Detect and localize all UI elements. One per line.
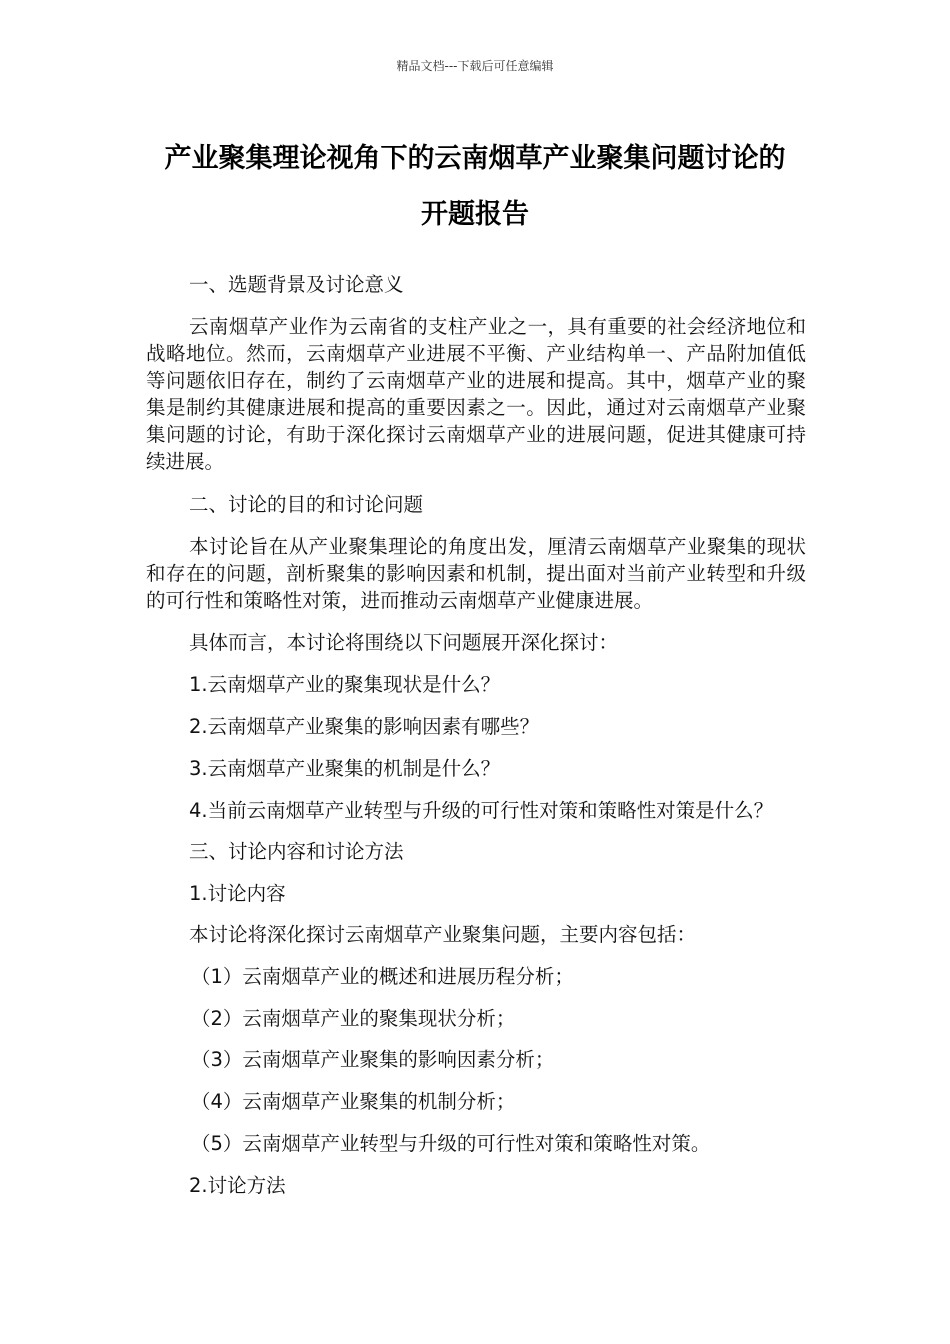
section-1-paragraph: 云南烟草产业作为云南省的支柱产业之一，具有重要的社会经济地位和战略地位。然而，云南烟草产业进展不平衡、产业结构单一、产品附加值低等问题依旧存在，制约了云南烟草产业的进展和提高。其中，烟草产业的聚集是制约其健康进展和提高的重要因素之一。因此，通过对云南烟草产业聚集问题的讨论，有助于深化探讨云南烟草产业的进展问题，促进其健康可持续进展。 — [146, 315, 806, 473]
section-3-subheading-method: 2.讨论方法 — [189, 1174, 286, 1197]
content-item: （4）云南烟草产业聚集的机制分析； — [191, 1090, 516, 1113]
content-item: （5）云南烟草产业转型与升级的可行性对策和策略性对策。 — [191, 1132, 711, 1155]
content-item: （3）云南烟草产业聚集的影响因素分析； — [191, 1048, 555, 1071]
section-3-heading: 三、讨论内容和讨论方法 — [189, 840, 404, 863]
section-2-heading: 二、讨论的目的和讨论问题 — [189, 493, 424, 516]
document-title-line-1: 产业聚集理论视角下的云南烟草产业聚集问题讨论的 — [164, 143, 786, 174]
question-item: 4.当前云南烟草产业转型与升级的可行性对策和策略性对策是什么？ — [189, 799, 774, 822]
section-2-intro: 具体而言，本讨论将围绕以下问题展开深化探讨： — [189, 631, 619, 654]
content-item: （2）云南烟草产业的聚集现状分析； — [191, 1007, 516, 1030]
section-3-subheading-content: 1.讨论内容 — [189, 882, 286, 905]
header-note: 精品文档---下载后可任意编辑 — [396, 59, 554, 73]
content-item: （1）云南烟草产业的概述和进展历程分析； — [191, 965, 574, 988]
question-item: 2.云南烟草产业聚集的影响因素有哪些？ — [189, 715, 540, 738]
document-title-line-2: 开题报告 — [421, 199, 529, 230]
question-item: 3.云南烟草产业聚集的机制是什么？ — [189, 757, 501, 780]
section-3-intro: 本讨论将深化探讨云南烟草产业聚集问题，主要内容包括： — [189, 923, 697, 946]
section-1-heading: 一、选题背景及讨论意义 — [189, 273, 404, 296]
question-item: 1.云南烟草产业的聚集现状是什么？ — [189, 673, 501, 696]
section-2-paragraph: 本讨论旨在从产业聚集理论的角度出发，厘清云南烟草产业聚集的现状和存在的问题，剖析聚集的影响因素和机制，提出面对当前产业转型和升级的可行性和策略性对策，进而推动云南烟草产业健康进展。 — [146, 535, 806, 612]
